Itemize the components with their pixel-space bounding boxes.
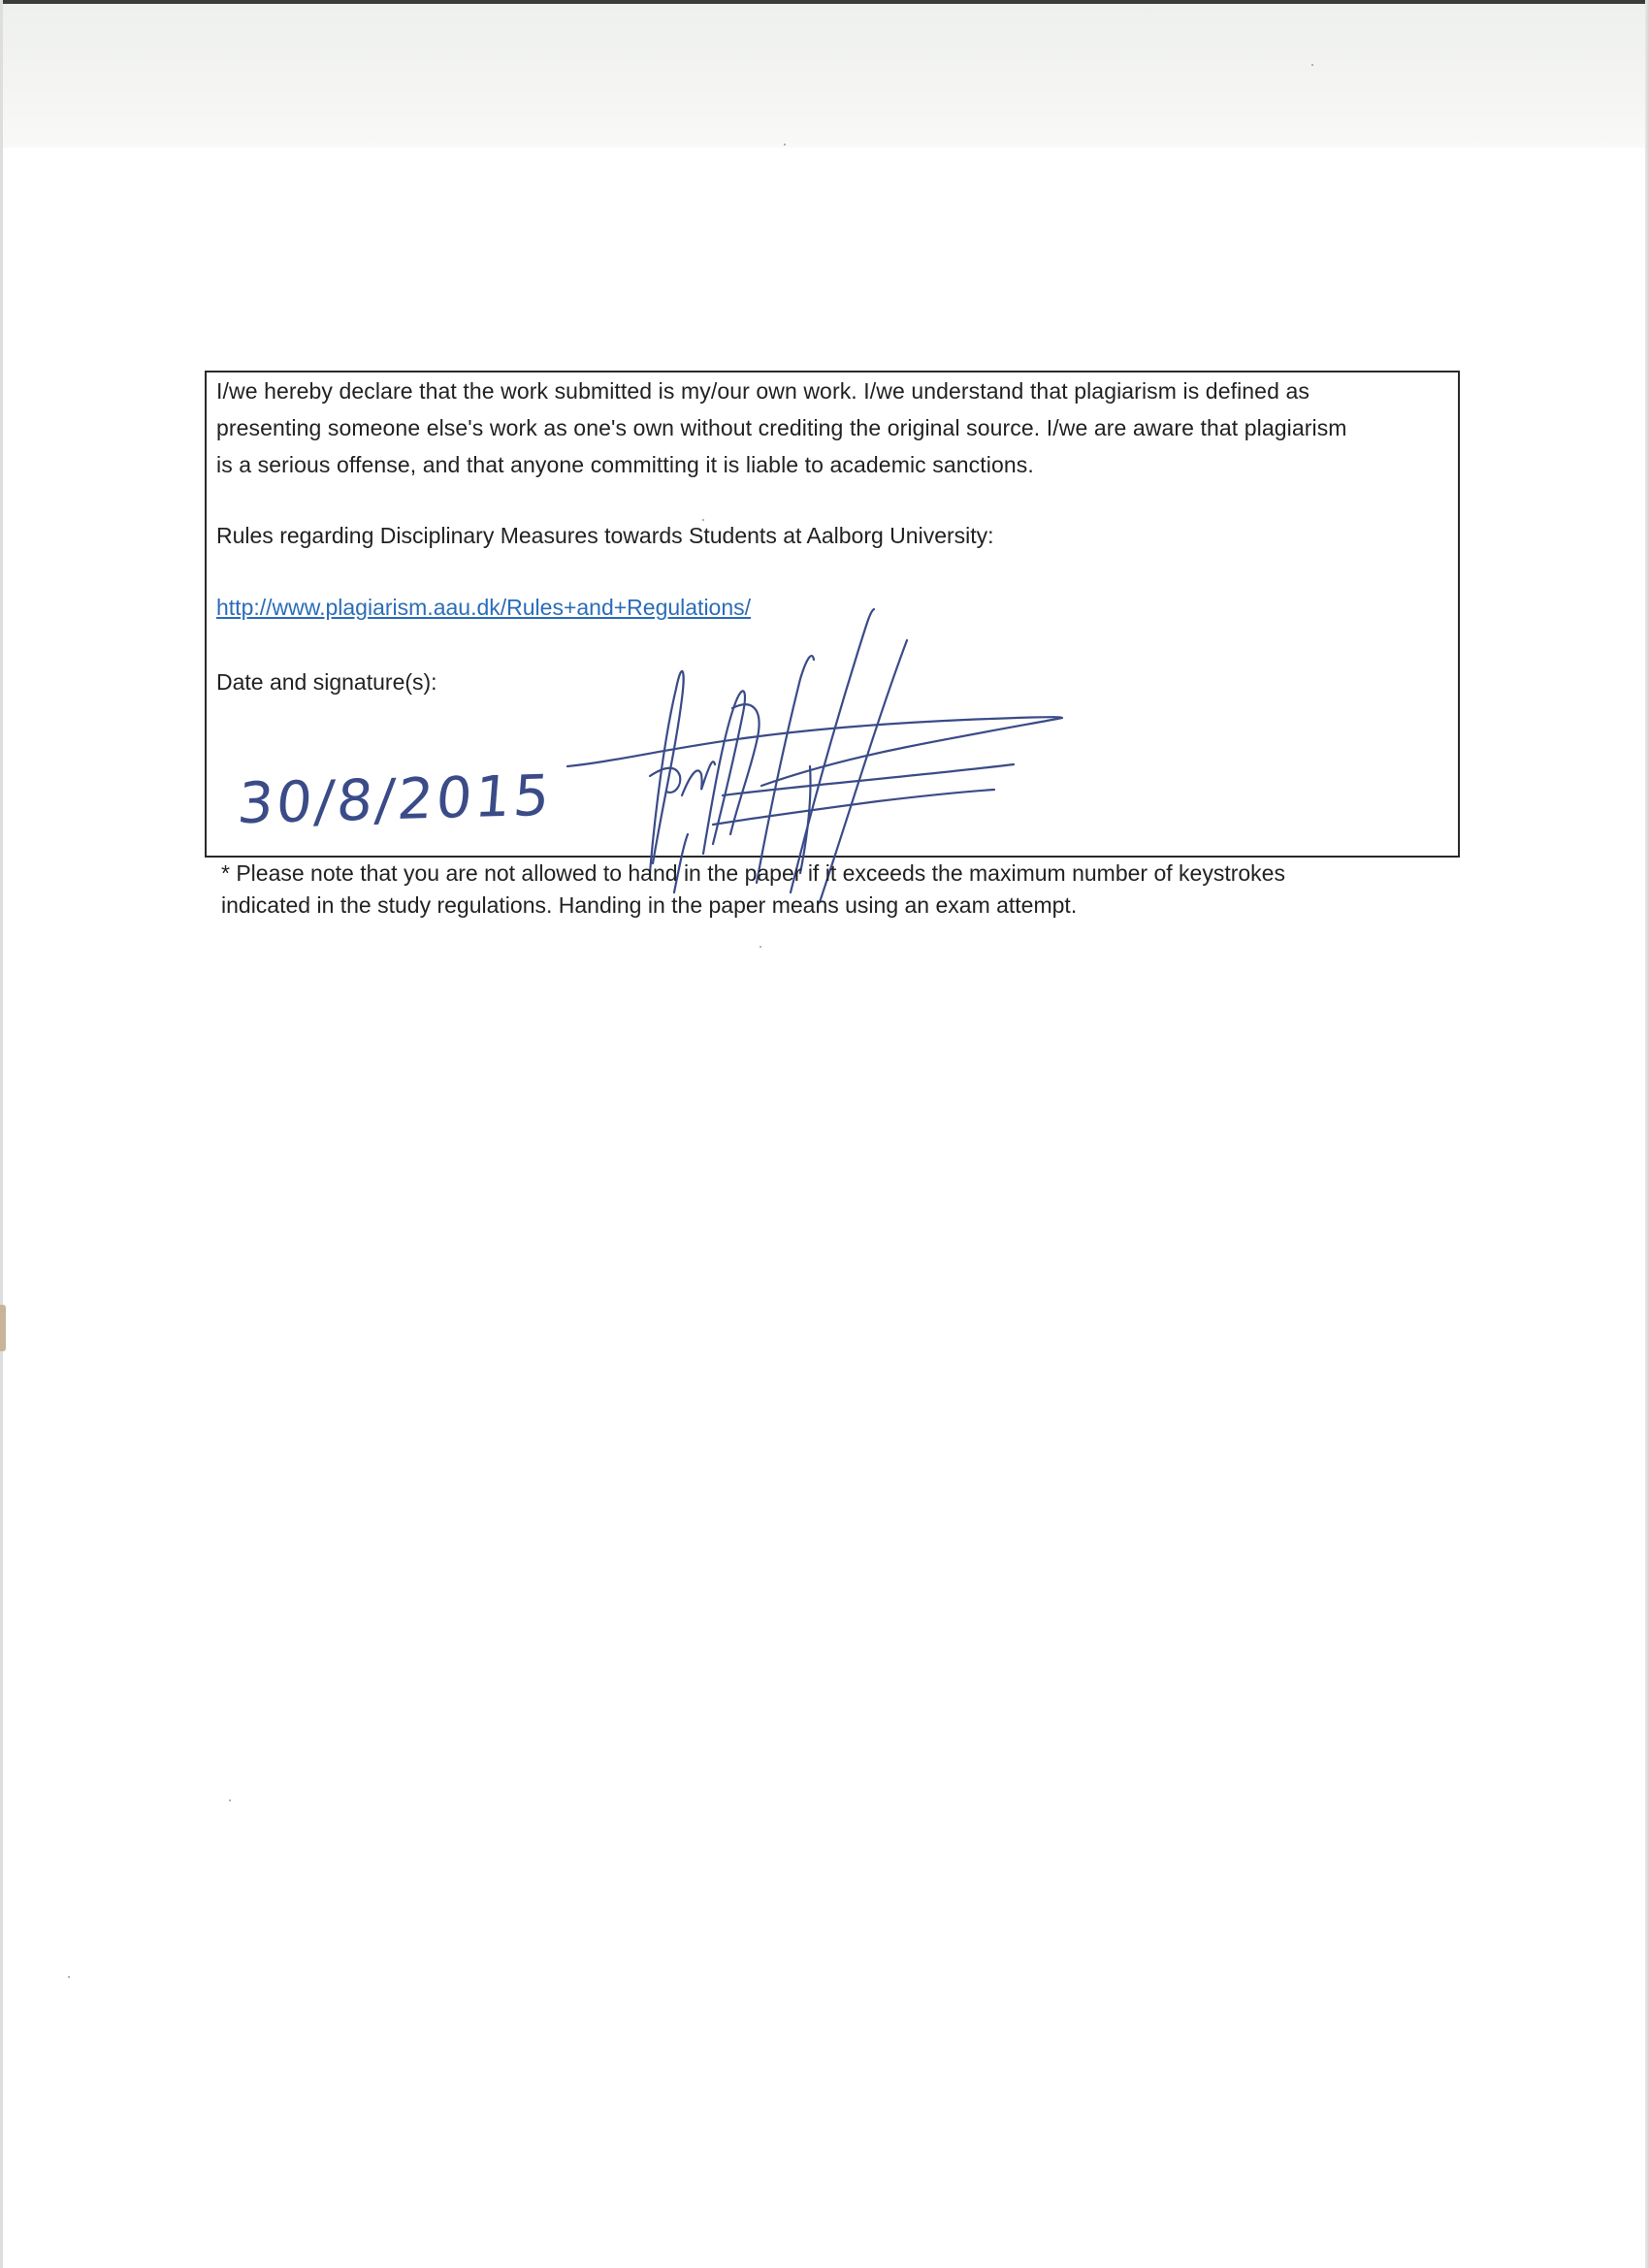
- scan-clip-mark: [0, 1305, 6, 1351]
- declaration-line: I/we hereby declare that the work submitted is my/our own work. I/we understand that plagiarism is defined as: [216, 378, 1310, 404]
- scan-left-edge: [0, 0, 3, 2268]
- scan-top-edge: [0, 0, 1649, 4]
- footnote: [221, 858, 1463, 922]
- footnote-line: indicated in the study regulations. Handing in the paper means using an exam attempt.: [221, 892, 1078, 918]
- handwritten-date: 30/8/2015: [235, 761, 556, 837]
- declaration-line: is a serious offense, and that anyone committing it is liable to academic sanctions.: [216, 452, 1034, 477]
- scan-speck: [229, 1799, 231, 1801]
- scan-right-edge: [1645, 0, 1649, 2268]
- date-signature-label: Date and signature(s):: [216, 669, 437, 695]
- scan-speck: [1311, 64, 1313, 66]
- scan-speck: [68, 1976, 70, 1978]
- footnote-line: * Please note that you are not allowed to hand in the paper if it exceeds the maximum number of keystrokes: [221, 860, 1285, 886]
- declaration-line: presenting someone else's work as one's own without crediting the original source. I/we are aware that plagiarism: [216, 415, 1347, 440]
- scan-speck: [784, 144, 786, 146]
- declaration-text: [216, 373, 1448, 483]
- rules-link[interactable]: http://www.plagiarism.aau.dk/Rules+and+Regulations/: [216, 595, 752, 620]
- rules-heading: Rules regarding Disciplinary Measures towards Students at Aalborg University:: [216, 523, 994, 548]
- scan-top-shadow: [0, 0, 1649, 147]
